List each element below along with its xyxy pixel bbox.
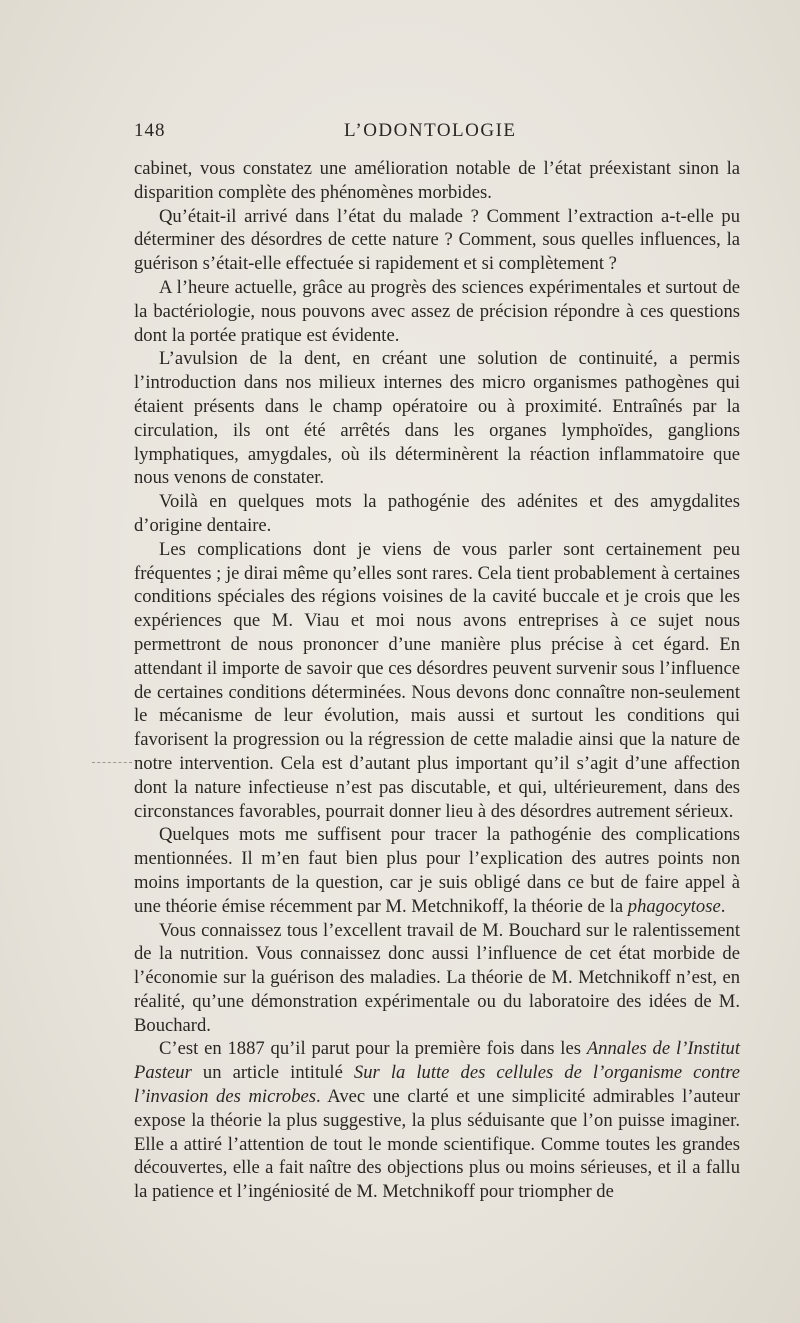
paragraph: Qu’était-il arrivé dans l’état du malade ? Comment l’extraction a-t-elle pu déterminer des désordres de cette nature ? Comment, sous quelles influences, la guérison s’était-elle effectuée si rapidement et si complètement ? <box>134 205 740 275</box>
paragraph-text: un article intitulé <box>191 1062 354 1084</box>
margin-mark <box>92 762 132 763</box>
journal-title: Annales de l’Institut Pasteur <box>134 1038 740 1084</box>
body-text <box>134 157 740 1204</box>
paragraph: Voilà en quelques mots la pathogénie des adénites et des amygdalites d’origine dentaire. <box>134 491 740 536</box>
paragraph: Les complications dont je viens de vous parler sont certainement peu fréquentes ; je dirai même qu’elles sont rares. Cela tient probablement à certaines conditions spéciales des régions voisines de la cavité buccale et je crois que les expériences que M. Viau et moi nous avons entreprises à ce sujet nous permettront de nous prononcer d’une manière plus précise à cet égard. En attendant il importe de savoir que ces désordres peuvent survenir sous l’influence de certaines conditions déterminées. Nous devons donc connaître non-seulement le mécanisme de leur évolution, mais aussi et surtout les conditions qui favorisent la progression ou la régression de cette maladie ainsi que la nature de notre intervention. Cela est d’autant plus important qu’il s’agit d’une affection dont la nature infectieuse n’est pas discutable, et qui, ultérieurement, dans des circonstances favorables, pourrait donner lieu à des désordres autrement sérieux. <box>134 538 740 822</box>
running-head <box>134 120 736 146</box>
paragraph: cabinet, vous constatez une amélioration notable de l’état préexistant sinon la disparition complète des phénomènes morbides. <box>134 158 740 203</box>
article-title: Sur la lutte des cellules de l’organisme contre l’invasion des microbes <box>134 1062 740 1108</box>
paragraph: A l’heure actuelle, grâce au progrès des sciences expérimentales et surtout de la bactériologie, nous pouvons avec assez de précision répondre à ces questions dont la portée pratique est évidente. <box>134 276 740 346</box>
paragraph-text: . <box>720 895 726 917</box>
page-number: 148 <box>134 120 166 141</box>
paragraph-text: . Avec une clarté et une simplicité admirables l’auteur expose la théorie la plus suggestive, la plus séduisante que l’on puisse imaginer. Elle a attiré l’attention de tout le monde scientifique. Comme toutes les grandes découvertes, elle a fait naître des objections plus ou moins sérieuses, et il a fallu la patience et l’ingéniosité de M. Metchnikoff pour triompher de <box>134 1086 740 1203</box>
paragraph-text: Quelques mots me suffisent pour tracer la pathogénie des complications mentionnées. Il m’en faut bien plus pour l’explication des autres points non moins importants de la question, car je suis obligé dans ce but de faire appel à une théorie émise récemment par M. Metchnikoff, la théorie de la <box>134 824 740 917</box>
paragraph: L’avulsion de la dent, en créant une solution de continuité, a permis l’introduction dans nos milieux internes des micro organismes pathogènes qui étaient présents dans le champ opératoire ou à proximité. Entraînés par la circulation, ils ont été arrêtés dans les organes lymphoïdes, ganglions lymphatiques, amygdales, où ils déterminèrent la réaction inflammatoire que nous venons de constater. <box>134 348 740 489</box>
paragraph: Vous connaissez tous l’excellent travail de M. Bouchard sur le ralentissement de la nutrition. Vous connaissez donc aussi l’influence de cet état morbide de l’économie sur la guérison des maladies. La théorie de M. Metchnikoff n’est, en réalité, qu’une démonstration expérimentale ou du laboratoire des idées de M. Bouchard. <box>134 919 740 1036</box>
paragraph <box>134 1037 740 1204</box>
paragraph <box>134 823 740 918</box>
italic-term: phagocytose <box>627 895 721 917</box>
running-title: L’ODONTOLOGIE <box>344 120 517 141</box>
paragraph-text: C’est en 1887 qu’il parut pour la première fois dans les <box>159 1038 587 1060</box>
